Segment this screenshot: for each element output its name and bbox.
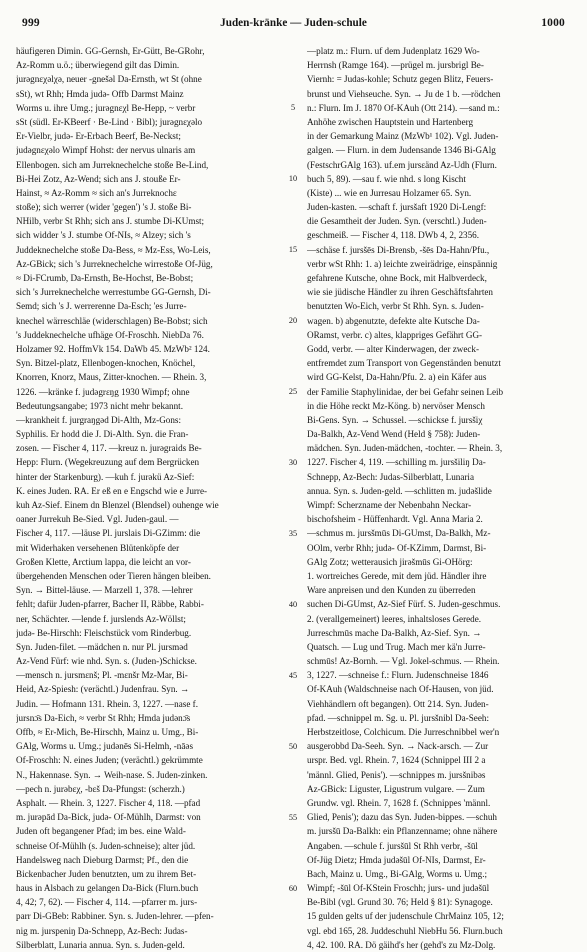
text-line: urspr. Bed. vgl. Rhein. 7, 1624 (Schnippel III 2 a — [307, 755, 486, 766]
text-line: judəgnεχəlo Wimpf Hohst: der nervus ulnaris am — [16, 145, 196, 156]
text-line: 2. (verallgemeinert) leeres, inhaltsloses Gerede. — [307, 613, 482, 624]
running-title: Juden-kränke — Juden-schule — [220, 17, 367, 29]
text-line: 4, 42; 7, 62). — Fischer 4, 114. —pfarrer m. jurs- — [16, 897, 198, 908]
line-number-marker: 20 — [288, 315, 298, 325]
text-line: Glied, Penis'); dazu das Syn. Juden-bippes. —schuh — [307, 812, 497, 823]
line-number-marker: 15 — [288, 244, 298, 254]
text-line: GAlg, Worms u. Umg.; judənēs Si-Helmh, -nāəs — [16, 741, 194, 752]
right-page-number: 1000 — [541, 17, 565, 29]
text-line: —schäse f. jursšēs Di-Brensb, -šēs Da-Hahn/Pfu., — [307, 244, 490, 255]
text-line: in der Gemarkung Mainz (MzWb¹ 102). Vgl. Juden- — [307, 131, 499, 142]
text-line: (FestschrGAlg 163). uf.em jursεänd Az-Udh (Flurn. — [307, 159, 497, 170]
text-line: —schmus m. jursšmūs Di-GUmst, Da-Balkh, Mz- — [307, 528, 491, 539]
text-line: verbr wSt Rhh: 1. a) leichte zweirädrige, einspännig — [307, 258, 498, 269]
line-number-marker: 5 — [290, 102, 296, 112]
line-number-marker: 40 — [288, 599, 298, 609]
text-line: die Gesamtheit der Juden. Syn. (verschtl.) Juden- — [307, 216, 487, 227]
line-number-marker: 55 — [288, 812, 298, 822]
text-line: Bickenbacher Juden benutzten, um zu ihrem Bet- — [16, 868, 197, 879]
text-line: Fischer 4, 117. —läuse Pl. jurslais Di-GZimm: die — [16, 528, 201, 539]
text-line: n.: Flurn. Im J. 1870 Of-KAuh (Ott 214). —sand m.: — [307, 102, 500, 113]
text-line: annua. Syn. s. Juden-geld. —schlitten m. judəšlide — [307, 485, 492, 496]
text-line: sich widder 's J. stumbe Of-NIs, ≈ Alzey; sich 's — [16, 230, 191, 241]
text-line: 15 gulden gelts uf der judenschule ChrMainz 105, 12; — [307, 911, 504, 922]
text-line: stoße); sich werrer (wider 'gegen') 's J. stoße Bi- — [16, 202, 192, 213]
text-line: ORamst, verbr. c) altes, klappriges Gefährt GG- — [307, 329, 483, 340]
text-line: brunst und Viehseuche. Syn. → Ju de 1 b. —rödchen — [307, 88, 501, 99]
text-line: 1227. Fischer 4, 119. —schilling m. jursšiliŋ Da- — [307, 457, 486, 468]
text-line: Az-Romm u.ö.; überwiegend gilt das Dimin. — [16, 60, 180, 71]
text-line: mit Widerhaken versehenen Blütenköpfe der — [16, 542, 180, 553]
text-line: NHilb, verbr St Rhh; sich ans J. stumbe Di-KUmst; — [16, 216, 205, 227]
text-line: Be-Bibl (vgl. Grund 30. 76; Held § 81): Synagoge. — [307, 897, 493, 908]
text-line: Wimpf: Scherzname der Nebenbahn Neckar- — [307, 500, 472, 510]
text-line: Holzamer 92. HoffmVk 154. DaWb 45. MzWb² 124. — [16, 343, 210, 354]
text-line: gefahrene Kutsche, ohne Bock, mit Halbverdeck, — [307, 273, 487, 283]
left-column — [16, 44, 279, 952]
text-line: jursnɔ̄s Da-Eich, ≈ verbr St Rhh; Hmda judənɔ̄s — [16, 712, 191, 723]
text-line: Viernh: = Judas-kohle; Schutz gegen Blitz, Feuers- — [307, 74, 494, 85]
text-line: parr Di-GBeb: Rabbiner. Syn. s. Juden-lehrer. —pfen- — [16, 911, 214, 922]
line-number-marker: 50 — [288, 741, 298, 751]
text-line: der Familie Staphylinidae, der bei Gefahr seinen Leib — [307, 386, 504, 397]
text-line: Offb, ≈ Er-Mich, Be-Hirschh, Mainz u. Umg., Bi- — [16, 727, 199, 737]
text-line: in die Höhe reckt Mz-Köng. b) nervöser Mensch — [307, 400, 485, 411]
text-line: Hainst, ≈ Az-Romm ≈ sich an's Jurreknochε — [16, 187, 177, 198]
text-line: sSt (südl. Er-KBeerf · Be-Lind · Bibl); jurəgnεχəlo — [16, 116, 203, 127]
text-line: pfad. —schnippel m. Sg. u. Pl. jursšnibl Da-Seeh: — [307, 712, 489, 723]
line-number-marker: 60 — [288, 883, 298, 893]
text-line: benutzten Wo-Eich, verbr St Rhh. Syn. s. Juden- — [307, 301, 484, 312]
text-line: —mensch n. jursmεnš; Pl. -mεnšr Mz-Mar, Bi- — [16, 670, 188, 681]
text-line: —platz m.: Flurn. uf dem Judenplatz 1629 Wo- — [307, 46, 480, 56]
text-line: oaner Jurrekuh Be-Sied. Vgl. Juden-gaul. — — [16, 514, 179, 525]
text-line: 4, 42. 100. RA. Dö gäihd's her (gehd's zu Mz-Dolg. — [307, 939, 496, 950]
text-line: fehlt; dafür Juden-pfarrer, Bacher II, Räbbe, Rabbi- — [16, 599, 204, 610]
text-line: bischofsheim - Hüffenhardt. Vgl. Anna Maria 2. — [307, 514, 483, 525]
text-line: Bi-Hei Zotz, Az-Wend; sich ans J. stouße Er- — [16, 173, 181, 184]
text-line: Er-Vielbr, judə- Er-Erbach Beerf, Be-Neckst; — [16, 131, 181, 142]
text-line: Bi-Gens. Syn. → Schussel. —schickse f. jursšiχ — [307, 414, 483, 425]
text-line: m. jursšū Da-Balkh: ein Pflanzenname; ohne nähere — [307, 826, 498, 837]
text-line: schmūs! Az-Bornh. — Vgl. Jokel-schmus. — Rhein. — [307, 656, 500, 667]
text-line: Az-GBick; sich 's Jurreknechelche wirrestoße Of-Jüg, — [16, 258, 213, 269]
text-line: 1. wortreiches Gerede, mit dem jüd. Händler ihre — [307, 570, 487, 581]
text-line: Herbstzeitlose, Colchicum. Die Jurreschnibbel wer'n — [307, 727, 500, 737]
text-line: Godd, verbr. — alter Kinderwagen, der zweck- — [307, 343, 480, 354]
right-column — [307, 44, 571, 952]
text-line: Az-Vend Fürf: wie nhd. Syn. s. (Juden-)Schickse. — [16, 656, 197, 667]
text-line: zosen. — Fischer 4, 117. —kreuz n. jurəgraids Be- — [16, 443, 202, 454]
text-line: galgen. — Flurn. in dem Judensande 1346 Bi-GAlg — [307, 145, 496, 156]
text-line: ausgerobbd Da-Seeh. Syn. → Nack-arsch. — Zur — [307, 741, 489, 752]
line-number-marker: 35 — [288, 528, 298, 538]
text-line: judə- Be-Hirschh: Fleischstück vom Rinderbug. — [16, 627, 192, 638]
line-number-marker: 25 — [288, 386, 298, 396]
text-line: N., Hakennase. Syn. → Weih-nase. S. Juden-zinken. — [16, 769, 208, 780]
line-number-marker: 45 — [288, 670, 298, 680]
line-number-marker: 10 — [288, 173, 298, 183]
text-line: haus in Alsbach zu gelangen Da-Bick (Flurn.buch — [16, 883, 199, 894]
text-line: knechel wärreschläe (widerschlagen) Be-Bobst; sich — [16, 315, 208, 326]
text-line: entfremdet zum Transport von Gegenständen benutzt — [307, 358, 501, 369]
text-line: 1226. —kränke f. judəgrεŋg 1930 Wimpf; ohne — [16, 386, 190, 397]
text-line: 's Juddeknechelche ufhäge Of-Froschh. NiebDa 76. — [16, 329, 204, 340]
text-line: häufigeren Dimin. GG-Gernsh, Er-Gütt, Be-GRohr, — [16, 46, 205, 56]
line-number-marker: 30 — [288, 457, 298, 467]
text-line: (Kiste) ... wie en Jurresau Holzamer 65. Syn. — [307, 187, 472, 198]
text-line: Großen Klette, Arctium lappa, die leicht an vor- — [16, 556, 191, 567]
text-line: K. eines Juden. RA. Er eß en e Engschd wie e Jurre- — [16, 485, 208, 496]
text-line: Syn. Bitzel-platz, Ellenbogen-knochen, Knöchel, — [16, 358, 196, 369]
text-line: Jurreschmūs mache Da-Balkh, Az-Sief. Syn. → — [307, 627, 482, 638]
text-line: sich 's Jurreknechelche werrestumbe GG-Gernsh, Di- — [16, 287, 211, 298]
text-line: Ware anpreisen und den Kunden zu überreden — [307, 585, 476, 596]
text-line: —krankheit f. jurgraŋgəd Di-Alth, Mz-Gons: — [16, 414, 182, 425]
text-line: 3, 1227. —schneise f.: Flurn. Judenschneise 1846 — [307, 670, 489, 681]
text-line: suchen Di-GUmst, Az-Sief Fürf. S. Juden-geschmus. — [307, 599, 501, 610]
text-line: Asphalt. — Rhein. 3, 1227. Fischer 4, 118. —pfad — [16, 797, 201, 808]
text-line: kuh Az-Sief. Einem dn Blenzel (Blendsel) ouhenge wie — [16, 500, 219, 510]
text-line: ner, Schächter. —lende f. jurslends Az-Wöllst; — [16, 613, 186, 624]
text-line: Silberblatt, Lunaria annua. Syn. s. Juden-geld. — [16, 939, 185, 950]
text-line: Da-Balkh, Az-Vend Wend (Held § 758): Juden- — [307, 429, 481, 440]
text-line: Bedeutungsangabe; 1973 nicht mehr bekannt. — [16, 400, 183, 411]
text-line: m. jurəpād Da-Bick, judə- Of-Mühlh, Darmst: von — [16, 812, 201, 823]
text-line: Schnepp, Az-Bech: Judas-Silberblatt, Lunaria — [307, 471, 474, 482]
text-line: Az-GBick: Liguster, Ligustrum vulgare. — Zum — [307, 783, 485, 794]
text-line: vgl. ebd 165, 28. Juddeschuhl NiebHu 56. Flurn.buch — [307, 925, 503, 936]
text-line: Angaben. —schule f. jursšūl St Rhh verbr, -šūl — [307, 840, 478, 851]
text-line: Quatsch. — Lug und Trug. Mach mer kä'n Jurre- — [307, 641, 486, 652]
text-line: Bach, Mainz u. Umg., Bi-GAlg, Worms u. Umg.; — [307, 868, 488, 879]
text-line: Wimpf; -šūl Of-KStein Froschh; jurs- und judəšūl — [307, 883, 490, 894]
text-line: Juddeknechelche stoße Da-Bess, ≈ Mz-Ess, Wo-Leis, — [16, 244, 211, 255]
text-line: Syn. Juden-filet. —mädchen n. nur Pl. jursməd — [16, 641, 188, 652]
text-line: Ellenbogen. sich am Jurreknechelche stoße Be-Lind, — [16, 159, 209, 170]
text-line: Of-KAuh (Waldschneise nach Of-Hausen, von jüd. — [307, 684, 494, 695]
text-line: Of-Froschh: N. eines Juden; (verächtl.) gekrümmte — [16, 755, 203, 766]
text-line: Grundw. vgl. Rhein. 7, 1628 f. (Schnippes 'männl. — [307, 797, 491, 808]
text-line: hinter der Starkenburg). —kuh f. jurəkü Az-Sief: — [16, 471, 195, 482]
text-line: Judin. — Hofmann 131. Rhein. 3, 1227. —nase f. — [16, 698, 198, 709]
text-line: Semd; sich 's J. werrerenne Da-Esch; 'es Jurre- — [16, 301, 187, 312]
text-line: Handelsweg nach Dieburg Darmst; Pf., den die — [16, 854, 189, 865]
text-line: wie sie jüdische Händler zu ihren Geschäftsfahrten — [307, 287, 493, 298]
text-line: Worms u. ihre Umg.; jurəgnεχl Be-Hepp, ~ verbr — [16, 102, 196, 113]
text-line: nig m. jurspeniŋ Da-Schnepp, Az-Bech: Judas- — [16, 925, 188, 936]
text-line: sSt), wt Rhh; Hmda judə- Offb Darmst Mainz — [16, 88, 184, 99]
text-line: jurəgnεχəlχə, neuer -gnešəl Da-Ernsth, wt St (ohne — [16, 74, 202, 85]
text-line: —pech n. jurəbεχ, -bεš Da-Pfungst: (scherzh.) — [16, 783, 185, 794]
text-line: Viehhändlern oft begangen). Ott 214. Syn. Juden- — [307, 698, 489, 709]
text-line: buch 5, 89). —sau f. wie nhd. s long Kischt — [307, 173, 466, 184]
text-line: ≈ Di-FCrumb, Da-Ernsth, Be-Hochst, Be-Bobst; — [16, 273, 194, 283]
page-header — [22, 17, 565, 31]
text-line: Syphilis. Er hodd die J. Di-Alth. Syn. die Fran- — [16, 429, 189, 440]
left-page-number: 999 — [22, 17, 40, 29]
text-line: Syn. → Bittel-läuse. — Marzell 1, 378. —lehrer — [16, 585, 193, 596]
text-line: Juden-kasten. —schaft f. jursšaft 1920 Di-Lengf: — [307, 202, 487, 213]
text-line: Hepp: Flurn. (Wegekreuzung auf dem Bergrücken — [16, 457, 200, 468]
text-line: Heid, Az-Spiesh: (verächtl.) Judenfrau. Syn. → — [16, 684, 190, 695]
text-line: wird GG-Kelst, Da-Hahn/Pfu. 2. a) ein Käfer aus — [307, 372, 487, 383]
text-line: Anhöhe zwischen Hauptstein und Hartenberg — [307, 116, 474, 127]
text-line: OOlm, verbr Rhh; judə- Of-KZimm, Darmst, Bi- — [307, 542, 487, 553]
text-line: Of-Jüg Dietz; Hmda judəšūl Of-NIs, Darmst, Er- — [307, 854, 486, 865]
text-line: geschmeiß. — Fischer 4, 118. DWb 4, 2, 2356. — [307, 230, 479, 241]
text-line: wagen. b) abgenutzte, defekte alte Kutsche Da- — [307, 315, 480, 326]
text-line: Herrnsh (Ramge 164). —prügel m. jursbrigl Be- — [307, 60, 484, 71]
text-line: Knorren, Knorz, Maus, Zitter-knochen. — Rhein. 3, — [16, 372, 207, 383]
text-line: mädchen. Syn. Juden-mädchen, -tochter. — Rhein. 3, — [307, 443, 503, 454]
text-line: 'männl. Glied, Penis'). —schnippes m. jursšnibəs — [307, 769, 486, 780]
text-line: GAlg Zotz; wetterausich jirəšmūs Gi-OHörg: — [307, 556, 473, 567]
text-line: schneise Of-Mühlh (s. Juden-schneise); alter jüd. — [16, 840, 196, 851]
text-line: Juden oft begangener Pfad; im bes. eine Wald- — [16, 826, 186, 837]
text-line: übergehenden Menschen oder Tieren hängen bleiben. — [16, 570, 211, 581]
